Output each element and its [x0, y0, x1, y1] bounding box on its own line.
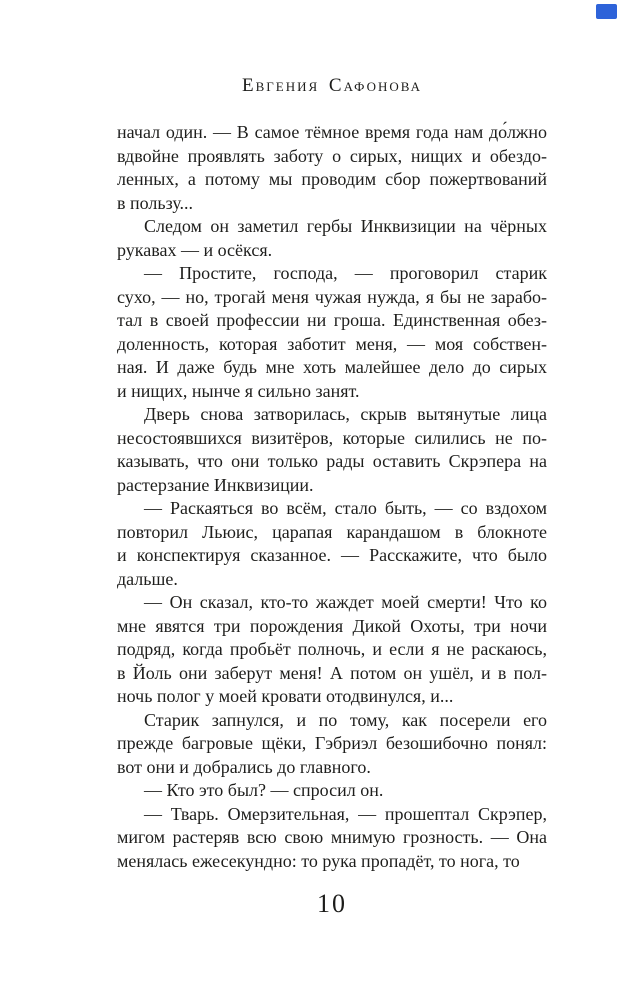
- text-line: начал один. — В самое тёмное время года нам до́лжно: [117, 122, 547, 142]
- text-line: казывать, что они только рады оставить Скрэпера на: [117, 451, 547, 471]
- text-line: дальше.: [117, 568, 178, 589]
- text-line: Дверь снова затворилась, скрыв вытянутые лица: [144, 404, 547, 424]
- text-line: повторил Льюис, царапая карандашом в блокноте: [117, 521, 547, 542]
- text-line: рукавах — и осёкся.: [117, 239, 273, 260]
- text-line: в Йоль они заберут меня! А потом он ушёл, и в пол-: [117, 662, 547, 683]
- page-number: 10: [317, 889, 347, 918]
- text-line: тал в своей профессии ни гроша. Единственная обез-: [117, 310, 547, 330]
- text-line: — Раскаяться во всём, стало быть, — со вздохом: [144, 498, 547, 518]
- text-line: — Он сказал, кто-то жаждет моей смерти! Что ко: [144, 592, 547, 612]
- text-line: и конспектируя сказанное. — Расскажите, что было: [117, 545, 547, 565]
- text-line: в пользу...: [117, 192, 194, 213]
- text-line: Следом он заметил гербы Инквизиции на чёрных: [144, 216, 547, 236]
- text-line: мне явятся три порождения Дикой Охоты, три ночи: [117, 615, 547, 636]
- text-line: мигом растеряв всю свою мнимую грозность. — Она: [117, 827, 547, 847]
- body-text: [117, 121, 547, 873]
- text-line: ная. И даже будь мне хоть малейшее дело до сирых: [117, 357, 547, 377]
- text-line: прежде багровые щёки, Гэбриэл безошибочно понял:: [117, 733, 547, 753]
- text-line: — Простите, господа, — проговорил старик: [144, 263, 547, 283]
- running-title: Евгения Сафонова: [241, 75, 422, 96]
- text-line: вот они и добрались до главного.: [117, 756, 371, 777]
- text-line: и нищих, нынче я сильно занят.: [117, 380, 360, 401]
- text-line: сухо, — но, трогай меня чужая нужда, я бы не зарабо-: [117, 286, 547, 307]
- text-line: ночь полог у моей кровати отодвинулся, и...: [117, 686, 454, 706]
- text-line: Старик запнулся, и по тому, как посерели его: [144, 709, 547, 730]
- text-line: подряд, когда пробьёт полночь, и если я не раскаюсь,: [117, 639, 547, 659]
- text-line: вдвойне проявлять заботу о сирых, нищих и обездо-: [117, 145, 547, 166]
- text-line: растерзание Инквизиции.: [117, 474, 314, 495]
- text-line: менялась ежесекундно: то рука пропадёт, то нога, то: [117, 850, 520, 871]
- corner-badge: [596, 4, 617, 19]
- text-line: несостоявшихся визитёров, которые силились не по-: [117, 427, 547, 448]
- text-line: доленность, которая заботит меня, — моя собствен-: [117, 333, 547, 354]
- text-line: ленных, а потому мы проводим сбор пожертвований: [117, 169, 547, 189]
- text-line: — Тварь. Омерзительная, — прошептал Скрэпер,: [144, 803, 547, 824]
- text-line: — Кто это был? — спросил он.: [144, 780, 384, 800]
